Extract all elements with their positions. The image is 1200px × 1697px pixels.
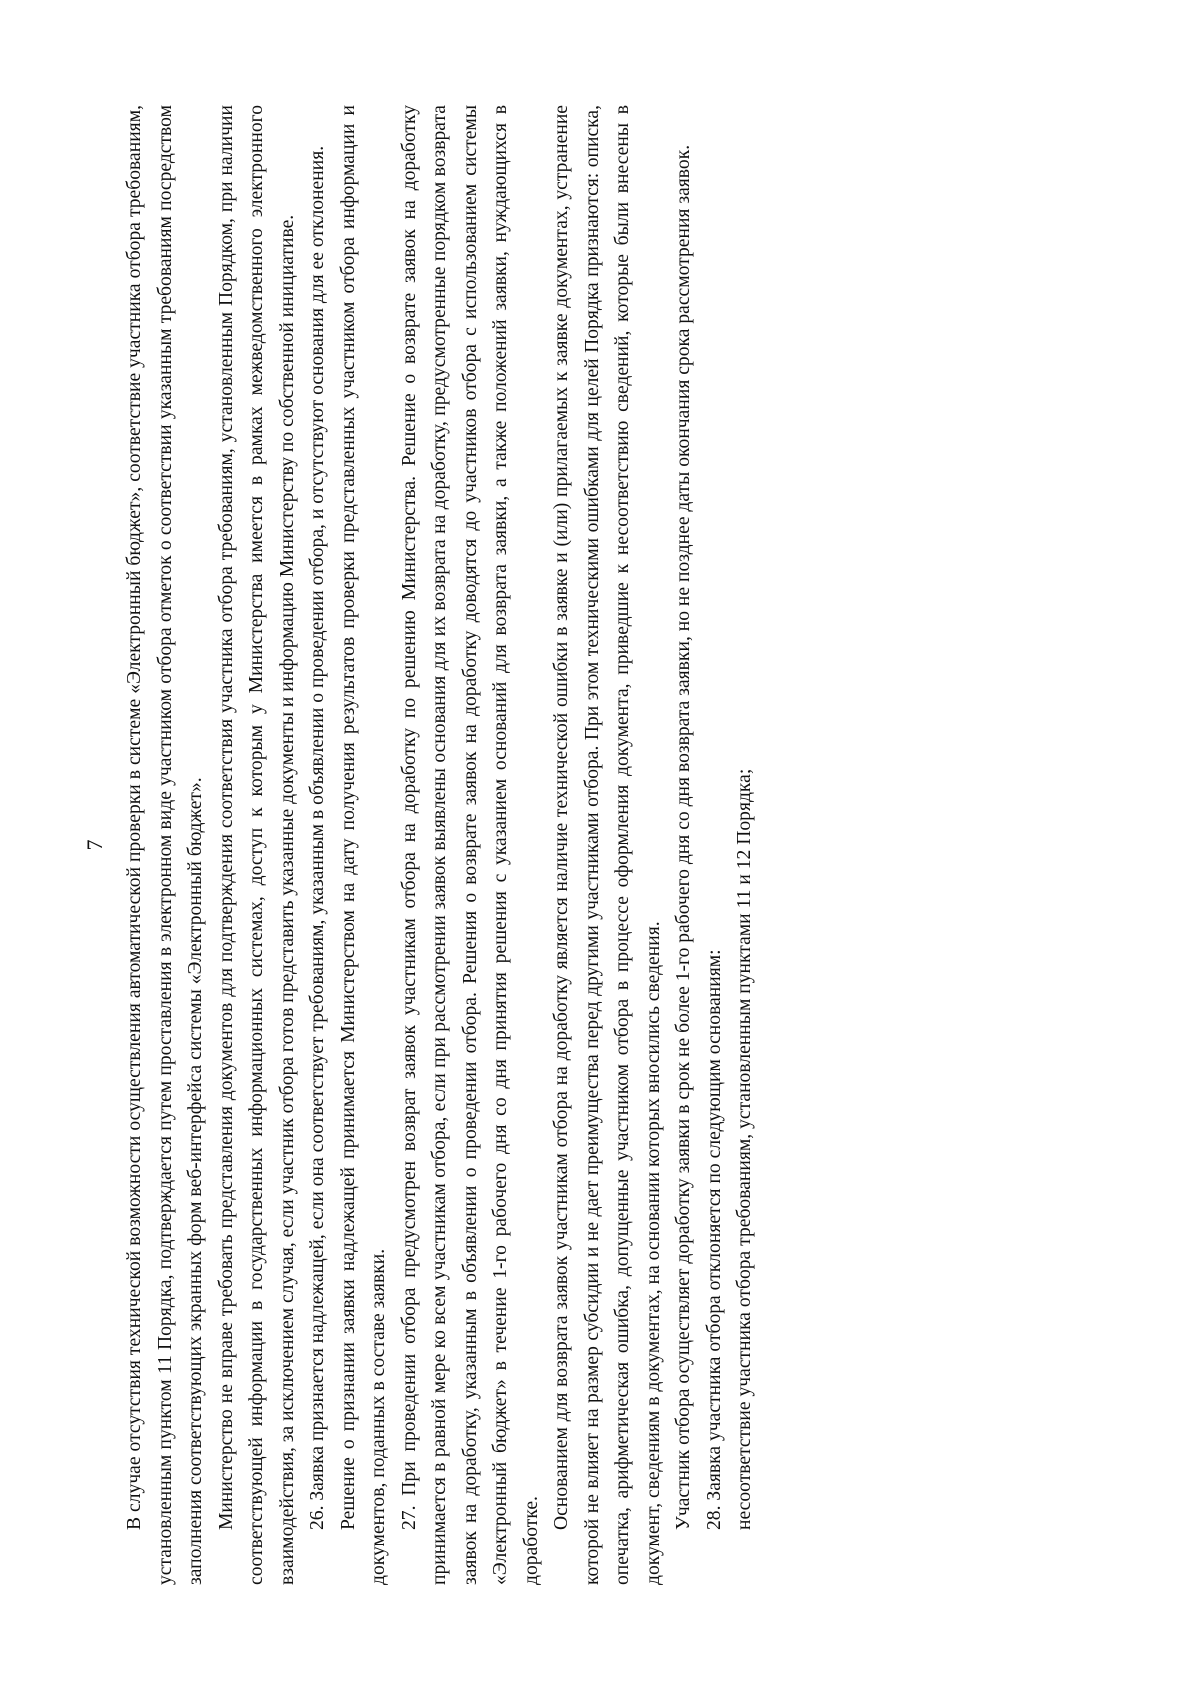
paragraph-decision-proper: Решение о признании заявки надлежащей принимается Министерством на дату получения результатов проверки представленных участником отбора информации и документов, поданных в составе заявки. bbox=[337, 105, 389, 1585]
paragraph-item-28: 28. Заявка участника отбора отклоняется по следующим основаниям: bbox=[703, 949, 725, 1530]
paragraph-rejection-ground-1: несоответствие участника отбора требованиям, установленным пунктами 11 и 12 Порядка; bbox=[734, 768, 755, 1530]
paragraph-item-27: 27. При проведении отбора предусмотрен возврат заявок участникам отбора на доработку по решению Министерства. Решение о возврате заявок на доработку принимается в равной мере ко всем участникам отбора, если при рассмотрении заявок выявлены основания для их возврата на доработку, предусмотренные порядком возврата заявок на доработку, указанным в объявлении о проведении отбора. Решения о возврате заявок на доработку доводятся до участников отбора с использованием системы «Электронный бюджет» в течение 1-го рабочего дня со дня принятия решения с указанием оснований для возврата заявки, а также положений заявки, нуждающихся в доработке. bbox=[398, 105, 542, 1585]
page-number: 7 bbox=[82, 839, 107, 851]
body-text bbox=[120, 105, 761, 1585]
paragraph-item-26: 26. Заявка признается надлежащей, если она соответствует требованиям, указанным в объявлении о проведении отбора, и отсутствуют основания для ее отклонения. bbox=[307, 145, 328, 1530]
rotated-content bbox=[80, 105, 980, 1585]
paragraph-ministry-documents: Министерство не вправе требовать представления документов для подтверждения соответствия участника отбора требованиям, установленным Порядком, при наличии соответствующей информации в государственных информационных системах, доступ к которым у Министерства имеется в рамках межведомственного электронного взаимодействия, за исключением случая, если участник отбора готов представить указанные документы и информацию Министерству по собственной инициативе. bbox=[215, 105, 298, 1585]
paragraph-electronic-budget-check: В случае отсутствия технической возможности осуществления автоматической проверки в системе «Электронный бюджет», соответствие участника отбора требованиям, установленным пунктом 11 Порядка, подтверждается путем проставления в электронном виде участником отбора отметок о соответствии указанным требованиям посредством заполнения соответствующих экранных форм веб-интерфейса системы «Электронный бюджет». bbox=[124, 105, 206, 1585]
paragraph-return-grounds: Основанием для возврата заявок участникам отбора на доработку является наличие технической ошибки в заявке и (или) прилагаемых к заявке документах, устранение которой не влияет на размер субсидии и не дает преимущества перед другими участниками отбора. При этом техническими ошибками для целей Порядка признаются: описка, опечатка, арифметическая ошибка, допущенные участником отбора в процессе оформления документа, приведшие к несоответствию сведений, которые были внесены в документ, сведениям в документах, на основании которых вносились сведения. bbox=[551, 105, 664, 1585]
paragraph-revision-deadline: Участник отбора осуществляет доработку заявки в срок не более 1-го рабочего дня со дня возврата заявки, но не позднее даты окончания срока рассмотрения заявок. bbox=[673, 144, 694, 1530]
